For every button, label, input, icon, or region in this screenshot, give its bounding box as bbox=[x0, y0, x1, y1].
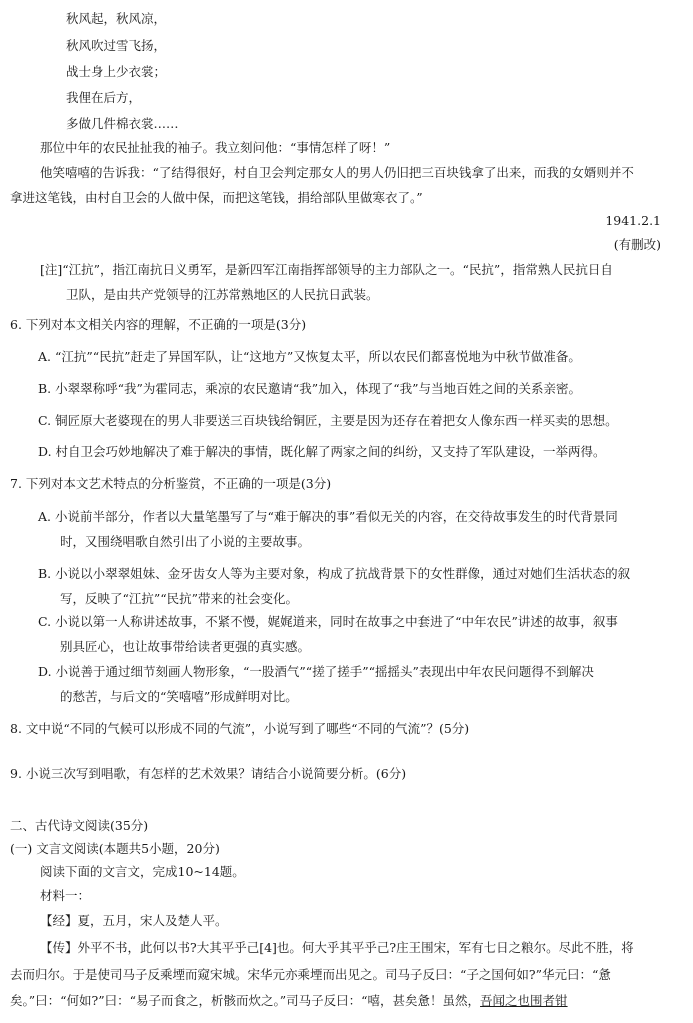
annotation-line-2: 卫队，是由共产党领导的江苏常熟地区的人民抗日武装。 bbox=[66, 287, 379, 302]
classic-jing-line: 【经】夏，五月，宋人及楚人平。 bbox=[40, 913, 228, 928]
classic-zhuan-line-3 bbox=[10, 993, 568, 1009]
underlined-sentence: 吾闻之也围者钳 bbox=[480, 993, 568, 1008]
story-date: 1941.2.1 bbox=[605, 213, 661, 228]
story-paragraph-1: 那位中年的农民扯扯我的袖子。我立刻问他：“事情怎样了呀！” bbox=[40, 140, 391, 155]
poem-line-5: 多做几件棉衣裳…… bbox=[66, 116, 179, 131]
question-7-option-b-line-1: B. 小说以小翠翠姐妹、金牙齿女人等为主要对象，构成了抗战背景下的女性群像，通过对她们生活状态的叙 bbox=[38, 566, 631, 581]
question-6-option-b: B. 小翠翠称呼“我”为霍同志，乘凉的农民邀请“我”加入，体现了“我”与当地百姓之间的关系亲密。 bbox=[38, 381, 581, 396]
question-7-option-a-line-2: 时，又围绕唱歌自然引出了小说的主要故事。 bbox=[60, 534, 311, 549]
classic-zhuan-line-2: 去而归尔。于是使司马子反乘堙而窥宋城。宋华元亦乘堙而出见之。司马子反曰：“子之国何如?”华元曰：“惫 bbox=[10, 967, 611, 982]
poem-line-1: 秋风起，秋风凉， bbox=[66, 11, 167, 26]
material-1-label: 材料一： bbox=[40, 888, 91, 903]
story-paragraph-2-line-2: 拿进这笔钱，由村自卫会的人做中保，而把这笔钱，捐给部队里做寒衣了。” bbox=[10, 190, 423, 205]
question-7-option-c-line-2: 别具匠心，也让故事带给读者更强的真实感。 bbox=[60, 639, 311, 654]
poem-line-4: 我俚在后方， bbox=[66, 90, 142, 105]
classic-zhuan-line-3-text: 矣。”曰：“何如?”曰：“易子而食之，析骸而炊之。”司马子反曰：“嘻，甚矣惫！虽然， bbox=[10, 993, 481, 1008]
question-6-option-a: A. “江抗”“民抗”赶走了异国军队，让“这地方”又恢复太平，所以农民们都喜悦地为中秋节做准备。 bbox=[38, 349, 581, 364]
question-7-option-d-line-2: 的愁苦，与后文的“笑嘻嘻”形成鲜明对比。 bbox=[60, 689, 298, 704]
section-2-title: 二、古代诗文阅读(35分) bbox=[10, 818, 149, 833]
question-7-option-a-line-1: A. 小说前半部分，作者以大量笔墨写了与“难于解决的事”看似无关的内容，在交待故事发生的时代背景同 bbox=[38, 509, 618, 524]
question-6-option-c: C. 铜匠原大老婆现在的男人非要送三百块钱给铜匠，主要是因为还存在着把女人像东西一样买卖的思想。 bbox=[38, 413, 618, 428]
question-6-option-d: D. 村自卫会巧妙地解决了难于解决的事情，既化解了两家之间的纠纷，又支持了军队建设，一举两得。 bbox=[38, 444, 606, 459]
question-9: 9. 小说三次写到唱歌，有怎样的艺术效果？请结合小说简要分析。(6分) bbox=[10, 766, 407, 781]
story-paragraph-2-line-1: 他笑嘻嘻的告诉我：“了结得很好，村自卫会判定那女人的男人仍旧把三百块钱拿了出来，而我的女婿则并不 bbox=[40, 165, 634, 180]
question-6-stem: 6. 下列对本文相关内容的理解，不正确的一项是(3分) bbox=[10, 317, 307, 332]
question-7-option-c-line-1: C. 小说以第一人称讲述故事，不紧不慢，娓娓道来，同时在故事之中套进了“中年农民”讲述的故事，叙事 bbox=[38, 614, 618, 629]
section-2-subtitle: (一) 文言文阅读(本题共5小题，20分) bbox=[10, 841, 220, 856]
story-edit-note: (有删改) bbox=[613, 237, 661, 252]
question-7-option-d-line-1: D. 小说善于通过细节刻画人物形象，“一股酒气”“搓了搓手”“摇摇头”表现出中年农民问题得不到解决 bbox=[38, 664, 594, 679]
question-7-stem: 7. 下列对本文艺术特点的分析鉴赏，不正确的一项是(3分) bbox=[10, 476, 332, 491]
classic-zhuan-line-1: 【传】外平不书，此何以书?大其平乎己[4]也。何大乎其平乎己?庄王围宋，军有七日之粮尔。尽此不胜，将 bbox=[40, 940, 634, 955]
question-7-option-b-line-2: 写，反映了“江抗”“民抗”带来的社会变化。 bbox=[60, 591, 299, 606]
poem-line-3: 战士身上少衣裳； bbox=[66, 64, 167, 79]
poem-line-2: 秋风吹过雪飞扬， bbox=[66, 38, 167, 53]
annotation-line-1: [注]“江抗”，指江南抗日义勇军，是新四军江南指挥部领导的主力部队之一。“民抗”，指常熟人民抗日自 bbox=[40, 262, 613, 277]
section-2-instructions: 阅读下面的文言文，完成10~14题。 bbox=[40, 864, 245, 879]
question-8: 8. 文中说“不同的气候可以形成不同的气流”，小说写到了哪些“不同的气流”？(5分) bbox=[10, 721, 470, 736]
